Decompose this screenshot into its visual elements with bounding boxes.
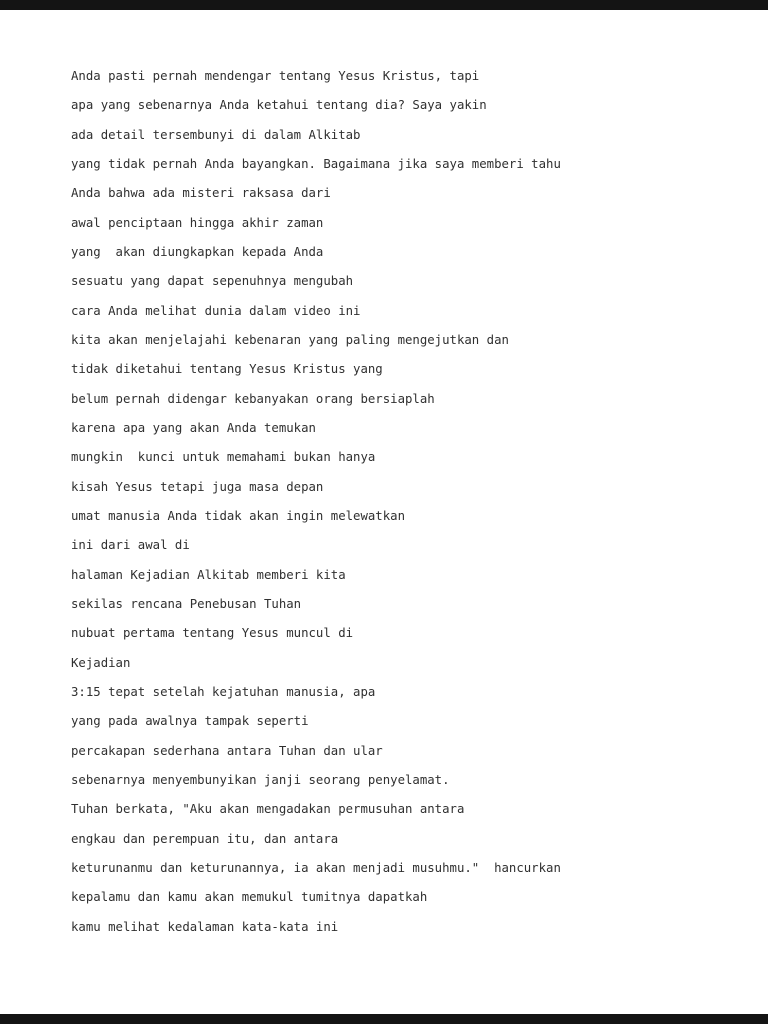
text-line: cara Anda melihat dunia dalam video ini	[71, 303, 361, 318]
text-line: Tuhan berkata, "Aku akan mengadakan permusuhan antara	[71, 802, 465, 817]
text-line: yang pada awalnya tampak seperti	[71, 714, 309, 729]
text-line: kamu melihat kedalaman kata-kata ini	[71, 919, 339, 934]
text-line: Anda bahwa ada misteri raksasa dari	[71, 186, 331, 201]
text-line: awal penciptaan hingga akhir zaman	[71, 215, 324, 230]
top-letterbox-bar	[0, 0, 768, 10]
bottom-letterbox-bar	[0, 1014, 768, 1024]
text-line: halaman Kejadian Alkitab memberi kita	[71, 567, 346, 582]
text-line: umat manusia Anda tidak akan ingin melewatkan	[71, 508, 405, 523]
text-line: ada detail tersembunyi di dalam Alkitab	[71, 127, 361, 142]
text-line: belum pernah didengar kebanyakan orang bersiaplah	[71, 391, 435, 406]
text-line: kita akan menjelajahi kebenaran yang paling mengejutkan dan	[71, 332, 509, 347]
text-line: nubuat pertama tentang Yesus muncul di	[71, 626, 354, 641]
document-text	[71, 62, 561, 942]
text-line: sebenarnya menyembunyikan janji seorang penyelamat.	[71, 772, 450, 787]
text-line: Kejadian	[71, 655, 131, 670]
text-line: yang akan diungkapkan kepada Anda	[71, 244, 324, 259]
text-line: keturunanmu dan keturunannya, ia akan menjadi musuhmu." hancurkan	[71, 860, 561, 875]
text-line: engkau dan perempuan itu, dan antara	[71, 831, 339, 846]
text-line: mungkin kunci untuk memahami bukan hanya	[71, 450, 376, 465]
text-line: Anda pasti pernah mendengar tentang Yesus Kristus, tapi	[71, 69, 480, 83]
text-line: yang tidak pernah Anda bayangkan. Bagaimana jika saya memberi tahu	[71, 156, 561, 171]
text-line: kepalamu dan kamu akan memukul tumitnya dapatkah	[71, 890, 428, 905]
text-line: karena apa yang akan Anda temukan	[71, 420, 316, 435]
text-line: percakapan sederhana antara Tuhan dan ular	[71, 743, 383, 758]
text-line: ini dari awal di	[71, 538, 190, 553]
text-line: sekilas rencana Penebusan Tuhan	[71, 596, 302, 611]
text-line: sesuatu yang dapat sepenuhnya mengubah	[71, 274, 354, 289]
text-line: kisah Yesus tetapi juga masa depan	[71, 479, 324, 494]
text-line: 3:15 tepat setelah kejatuhan manusia, apa	[71, 684, 376, 699]
text-line: apa yang sebenarnya Anda ketahui tentang dia? Saya yakin	[71, 98, 487, 113]
text-line: tidak diketahui tentang Yesus Kristus yang	[71, 362, 383, 377]
